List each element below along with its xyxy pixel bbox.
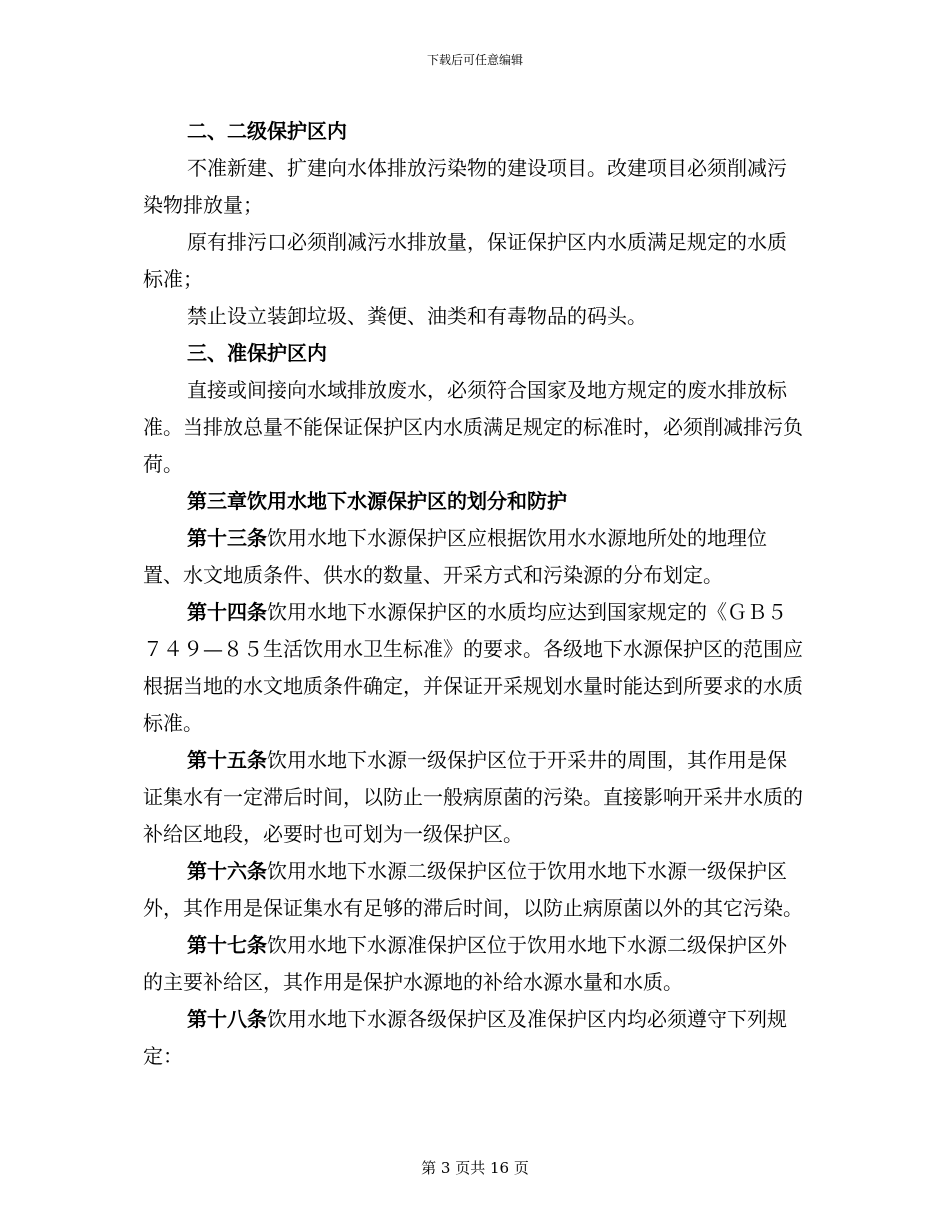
article-number: 第十七条 — [187, 933, 267, 957]
article-paragraph — [143, 853, 803, 927]
article-text: 饮用水地下水源准保护区位于饮用水地下水源二级保护区外的主要补给区，其作用是保护水源地的补给水源水量和水质。 — [143, 933, 787, 994]
article-paragraph — [143, 594, 803, 742]
article-number: 第十三条 — [187, 526, 267, 550]
section-heading: 二、二级保护区内 — [187, 119, 347, 143]
document-body — [143, 113, 803, 1075]
article-text: 饮用水地下水源保护区的水质均应达到国家规定的《ＧＢ５７４９—８５生活饮用水卫生标准》的要求。各级地下水源保护区的范围应根据当地的水文地质条件确定，并保证开采规划水量时能达到所要求的水质标准。 — [143, 600, 803, 735]
article-number: 第十五条 — [187, 748, 267, 772]
paragraph: 禁止设立装卸垃圾、粪便、油类和有毒物品的码头。 — [187, 304, 647, 328]
chapter-heading: 第三章饮用水地下水源保护区的划分和防护 — [187, 489, 567, 513]
paragraph: 直接或间接向水域排放废水，必须符合国家及地方规定的废水排放标准。当排放总量不能保证保护区内水质满足规定的标准时，必须削减排污负荷。 — [143, 378, 803, 476]
article-text: 饮用水地下水源二级保护区位于饮用水地下水源一级保护区外，其作用是保证集水有足够的滞后时间，以防止病原菌以外的其它污染。 — [143, 859, 803, 920]
article-text: 饮用水地下水源各级保护区及准保护区内均必须遵守下列规定： — [143, 1007, 787, 1068]
page-header: 下载后可任意编辑 — [426, 53, 523, 67]
paragraph: 不准新建、扩建向水体排放污染物的建设项目。改建项目必须削减污染物排放量； — [143, 156, 787, 217]
paragraph: 原有排污口必须削减污水排放量，保证保护区内水质满足规定的水质标准； — [143, 230, 787, 291]
article-number: 第十八条 — [187, 1007, 267, 1031]
article-number: 第十四条 — [187, 600, 267, 624]
page-footer: 第 3 页共 16 页 — [421, 1159, 529, 1177]
article-paragraph — [143, 1001, 803, 1075]
article-text: 饮用水地下水源一级保护区位于开采井的周围，其作用是保证集水有一定滞后时间，以防止一般病原菌的污染。直接影响开采井水质的补给区地段，必要时也可划为一级保护区。 — [143, 748, 803, 846]
article-paragraph — [143, 742, 803, 853]
article-paragraph — [143, 520, 803, 594]
article-number: 第十六条 — [187, 859, 267, 883]
article-text: 饮用水地下水源保护区应根据饮用水水源地所处的地理位置、水文地质条件、供水的数量、开采方式和污染源的分布划定。 — [143, 526, 767, 587]
section-heading: 三、准保护区内 — [187, 341, 327, 365]
article-paragraph — [143, 927, 803, 1001]
